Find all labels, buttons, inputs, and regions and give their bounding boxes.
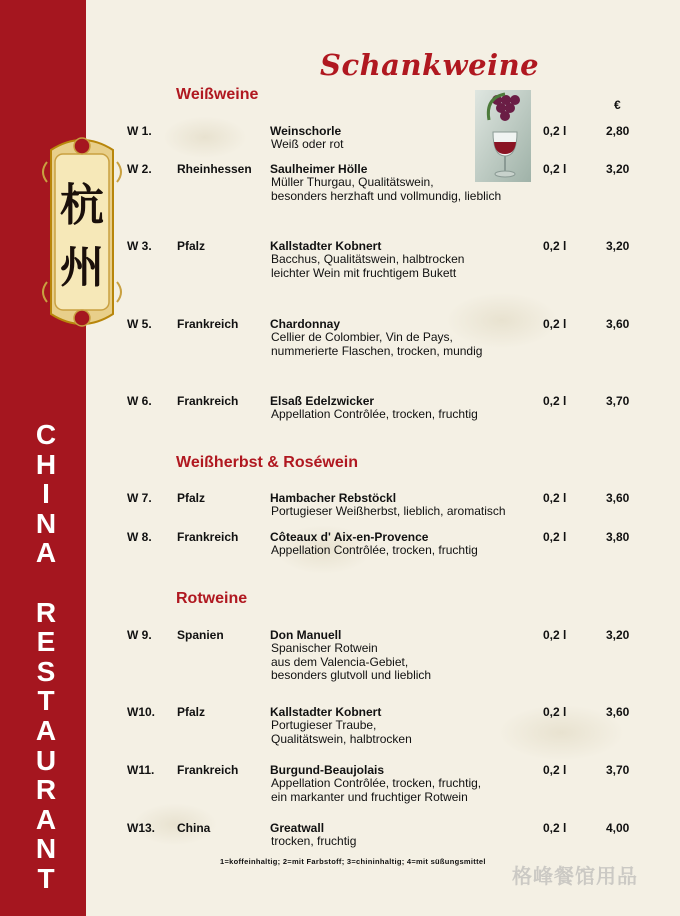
brand-letter: R: [35, 774, 57, 806]
item-region: Frankreich: [177, 317, 239, 331]
brand-letter: C: [35, 419, 57, 450]
wine-glass-image: [475, 90, 531, 182]
item-region: Pfalz: [177, 491, 206, 505]
item-code: W 2.: [127, 162, 152, 176]
item-price: 3,60: [606, 317, 630, 331]
item-description: Spanischer Rotwein aus dem Valencia-Gebiet, besonders glutvoll und lieblich: [271, 641, 432, 682]
item-volume: 0,2 l: [543, 530, 567, 544]
item-volume: 0,2 l: [543, 491, 567, 505]
item-price: 3,60: [606, 491, 630, 505]
brand-letter: T: [37, 685, 55, 717]
additives-footnote: 1=koffeinhaltig; 2=mit Farbstoff; 3=chininhaltig; 4=mit süßungsmittel: [220, 857, 486, 866]
item-name: Chardonnay: [270, 317, 341, 331]
watermark: 格峰餐馆用品: [512, 864, 638, 888]
item-code: W 9.: [127, 628, 152, 642]
item-code: W 6.: [127, 394, 152, 408]
brand-vertical-text: [22, 420, 70, 894]
item-volume: 0,2 l: [543, 162, 567, 176]
item-region: Spanien: [177, 628, 224, 642]
item-description: Müller Thurgau, Qualitätswein, besonders herzhaft und vollmundig, lieblich: [271, 175, 502, 203]
brand-letter: [42, 568, 50, 598]
item-volume: 0,2 l: [543, 705, 567, 719]
item-description: Portugieser Weißherbst, lieblich, aromatisch: [271, 504, 506, 518]
brand-letter: A: [35, 714, 57, 746]
brand-letter: T: [37, 862, 55, 894]
item-name: Don Manuell: [270, 628, 342, 642]
item-code: W 8.: [127, 530, 152, 544]
item-name: Elsaß Edelzwicker: [270, 394, 375, 408]
item-price: 3,20: [606, 239, 630, 253]
item-name: Burgund-Beaujolais: [270, 763, 385, 777]
item-name: Kallstadter Kobnert: [270, 705, 382, 719]
item-code: W10.: [127, 705, 156, 719]
brand-letter: E: [36, 626, 56, 658]
item-name: Weinschorle: [270, 124, 342, 138]
brand-letter: A: [35, 803, 57, 835]
item-description: Portugieser Traube, Qualitätswein, halbtrocken: [271, 718, 412, 746]
item-region: Pfalz: [177, 239, 206, 253]
item-price: 3,70: [606, 763, 630, 777]
brand-letter: U: [35, 744, 57, 776]
item-price: 3,20: [606, 628, 630, 642]
item-region: China: [177, 821, 211, 835]
emblem-char-1: 杭: [60, 180, 104, 231]
item-region: Rheinhessen: [177, 162, 252, 176]
brand-letter: N: [35, 833, 57, 865]
item-price: 3,20: [606, 162, 630, 176]
item-description: Weiß oder rot: [271, 137, 344, 151]
item-price: 3,80: [606, 530, 630, 544]
item-price: 4,00: [606, 821, 630, 835]
item-price: 2,80: [606, 124, 630, 138]
brand-letter: H: [35, 448, 57, 480]
section-heading-rotweine: Rotweine: [176, 590, 248, 607]
item-description: Cellier de Colombier, Vin de Pays, nummerierte Flaschen, trocken, mundig: [271, 330, 483, 358]
item-volume: 0,2 l: [543, 821, 567, 835]
brand-letter: I: [42, 478, 50, 510]
item-region: Pfalz: [177, 705, 206, 719]
emblem-char-2: 州: [60, 242, 104, 293]
item-description: Appellation Contrôlée, trocken, fruchtig: [271, 543, 478, 557]
item-code: W 3.: [127, 239, 152, 253]
item-description: trocken, fruchtig: [271, 834, 357, 848]
item-price: 3,70: [606, 394, 630, 408]
item-name: Kallstadter Kobnert: [270, 239, 382, 253]
item-volume: 0,2 l: [543, 628, 567, 642]
section-heading-weissweine: Weißweine: [176, 86, 259, 103]
item-volume: 0,2 l: [543, 317, 567, 331]
item-code: W 1.: [127, 124, 152, 138]
item-description: Appellation Contrôlée, trocken, fruchtig, ein markanter und fruchtiger Rotwein: [271, 776, 482, 804]
item-name: Saulheimer Hölle: [270, 162, 368, 176]
brand-letter: A: [35, 537, 57, 569]
brand-letter: R: [35, 596, 57, 628]
item-name: Côteaux d' Aix-en-Provence: [270, 530, 429, 544]
item-code: W 7.: [127, 491, 152, 505]
item-code: W11.: [127, 763, 155, 777]
item-price: 3,60: [606, 705, 630, 719]
section-heading-weissherbst: Weißherbst & Roséwein: [176, 454, 358, 471]
item-code: W 5.: [127, 317, 152, 331]
item-description: Bacchus, Qualitätswein, halbtrocken leichter Wein mit fruchtigem Bukett: [271, 252, 465, 280]
item-region: Frankreich: [177, 394, 239, 408]
item-volume: 0,2 l: [543, 394, 567, 408]
item-volume: 0,2 l: [543, 763, 567, 777]
currency-label: €: [614, 98, 621, 112]
item-code: W13.: [127, 821, 156, 835]
item-name: Greatwall: [270, 821, 325, 835]
page-title: Schankweine: [320, 48, 540, 82]
item-description: Appellation Contrôlée, trocken, fruchtig: [271, 407, 478, 421]
brand-letter: N: [35, 507, 57, 539]
item-name: Hambacher Rebstöckl: [270, 491, 397, 505]
item-region: Frankreich: [177, 763, 239, 777]
item-volume: 0,2 l: [543, 124, 567, 138]
restaurant-emblem: [41, 132, 123, 332]
item-volume: 0,2 l: [543, 239, 567, 253]
brand-letter: S: [36, 655, 56, 687]
item-region: Frankreich: [177, 530, 239, 544]
